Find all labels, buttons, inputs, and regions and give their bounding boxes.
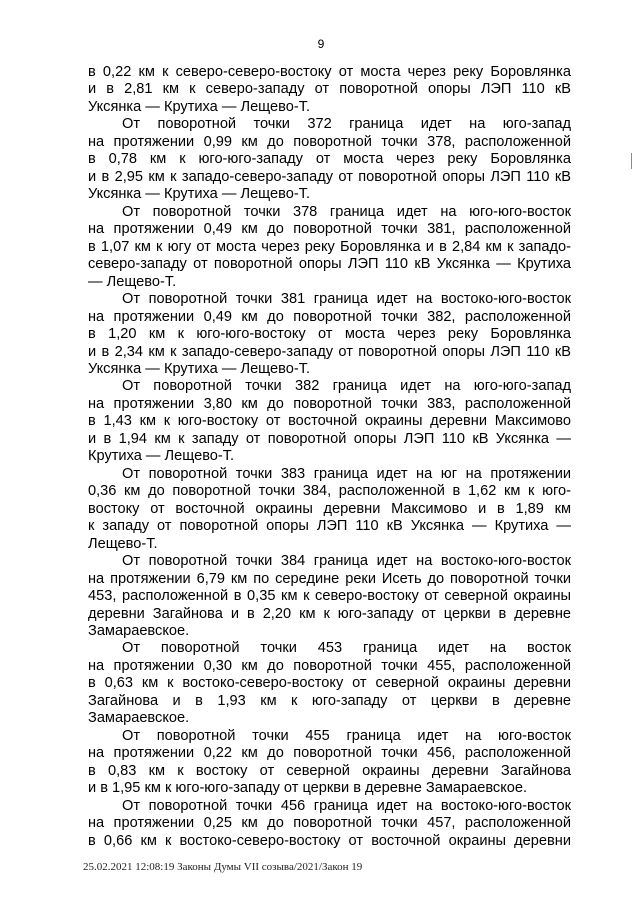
document-body <box>88 64 571 850</box>
text-line: и в 1,95 км к юго-юго-западу от церкви в деревне Замараевское. <box>88 780 528 797</box>
paragraph <box>88 640 571 727</box>
text-line: и в 2,34 км к западо-северо-западу от поворотной опоры ЛЭП 110 кВ <box>88 343 571 360</box>
text-line: в 1,20 км к юго-юго-востоку от моста через реку Боровлянка <box>88 326 571 343</box>
text-line: на протяжении 0,99 км до поворотной точки 378, расположенной <box>88 133 571 150</box>
text-line: и в 2,81 км к северо-западу от поворотной опоры ЛЭП 110 кВ <box>88 81 571 98</box>
text-line: Лещево-Т. <box>88 535 158 552</box>
text-line: Замараевское. <box>88 623 190 639</box>
paragraph <box>88 64 571 116</box>
text-line: в 0,66 км к востоко-северо-востоку от восточной окраины деревни <box>88 832 571 849</box>
paragraph <box>88 116 571 203</box>
text-line: От поворотной точки 381 граница идет на востоко-юго-восток <box>122 291 571 308</box>
text-line: — Лещево-Т. <box>88 273 177 290</box>
text-line: От поворотной точки 384 граница идет на востоко-юго-восток <box>122 553 571 570</box>
text-line: в 1,43 км к юго-востоку от восточной окраины деревни Максимово <box>88 413 571 430</box>
text-line: на протяжении 3,80 км до поворотной точки 383, расположенной <box>88 395 571 412</box>
text-line: Загайнова и в 1,93 км к юго-западу от церкви в деревне <box>88 692 571 709</box>
text-line: в 0,22 км к северо-северо-востоку от моста через реку Боровлянка <box>88 64 571 80</box>
scan-margin-mark <box>631 153 632 169</box>
text-line: Уксянка — Крутиха — Лещево-Т. <box>88 98 311 115</box>
text-line: на протяжении 0,25 км до поворотной точки 457, расположенной <box>88 815 571 832</box>
text-line: в 1,07 км к югу от моста через реку Боровлянка и в 2,84 км к западо- <box>88 238 571 255</box>
text-line: 453, расположенной в 0,35 км к северо-востоку от северной окраины <box>88 588 571 605</box>
text-line: От поворотной точки 453 граница идет на восток <box>122 640 571 657</box>
text-line: От поворотной точки 382 граница идет на юго-юго-запад <box>122 378 571 395</box>
text-line: на протяжении 0,22 км до поворотной точки 456, расположенной <box>88 745 571 762</box>
text-line: и в 2,95 км к западо-северо-западу от поворотной опоры ЛЭП 110 кВ <box>88 168 571 185</box>
paragraph <box>88 728 571 798</box>
text-line: Уксянка — Крутиха — Лещево-Т. <box>88 360 311 377</box>
text-line: на протяжении 0,49 км до поворотной точки 382, расположенной <box>88 308 571 325</box>
paragraph <box>88 466 571 553</box>
text-line: Уксянка — Крутиха — Лещево-Т. <box>88 186 311 203</box>
text-line: Замараевское. <box>88 710 190 727</box>
text-line: северо-западу от поворотной опоры ЛЭП 110 кВ Уксянка — Крутиха <box>88 256 571 273</box>
text-line: деревни Загайнова и в 2,20 км к юго-западу от церкви в деревне <box>88 605 571 622</box>
text-line: на протяжении 6,79 км по середине реки Исеть до поворотной точки <box>88 570 571 587</box>
text-line: в 0,83 км к востоку от северной окраины деревни Загайнова <box>88 762 571 779</box>
document-footer: 25.02.2021 12:08:19 Законы Думы VII созыва/2021/Закон 19 <box>83 861 363 873</box>
text-line: От поворотной точки 456 граница идет на востоко-юго-восток <box>122 797 571 814</box>
text-line: на протяжении 0,49 км до поворотной точки 381, расположенной <box>88 221 571 238</box>
paragraph <box>88 378 571 465</box>
text-line: Крутиха — Лещево-Т. <box>88 448 235 465</box>
text-line: От поворотной точки 372 граница идет на юго-запад <box>122 116 571 133</box>
text-line: От поворотной точки 383 граница идет на юг на протяжении <box>122 465 571 482</box>
paragraph <box>88 798 571 850</box>
paragraph <box>88 553 571 640</box>
text-line: к западу от поворотной опоры ЛЭП 110 кВ Уксянка — Крутиха — <box>88 518 571 535</box>
paragraph <box>88 204 571 291</box>
text-line: в 0,78 км к юго-юго-западу от моста через реку Боровлянка <box>88 151 571 168</box>
text-line: и в 1,94 км к западу от поворотной опоры ЛЭП 110 кВ Уксянка — <box>88 430 571 447</box>
text-line: От поворотной точки 378 граница идет на юго-юго-восток <box>122 203 571 220</box>
text-line: 0,36 км до поворотной точки 384, расположенной в 1,62 км к юго- <box>88 483 571 500</box>
paragraph <box>88 291 571 378</box>
text-line: в 0,63 км к востоко-северо-востоку от северной окраины деревни <box>88 675 571 692</box>
text-line: на протяжении 0,30 км до поворотной точки 455, расположенной <box>88 657 571 674</box>
page-number: 9 <box>317 37 325 51</box>
text-line: От поворотной точки 455 граница идет на юго-восток <box>122 727 571 744</box>
text-line: востоку от восточной окраины деревни Максимово и в 1,89 км <box>88 500 571 517</box>
